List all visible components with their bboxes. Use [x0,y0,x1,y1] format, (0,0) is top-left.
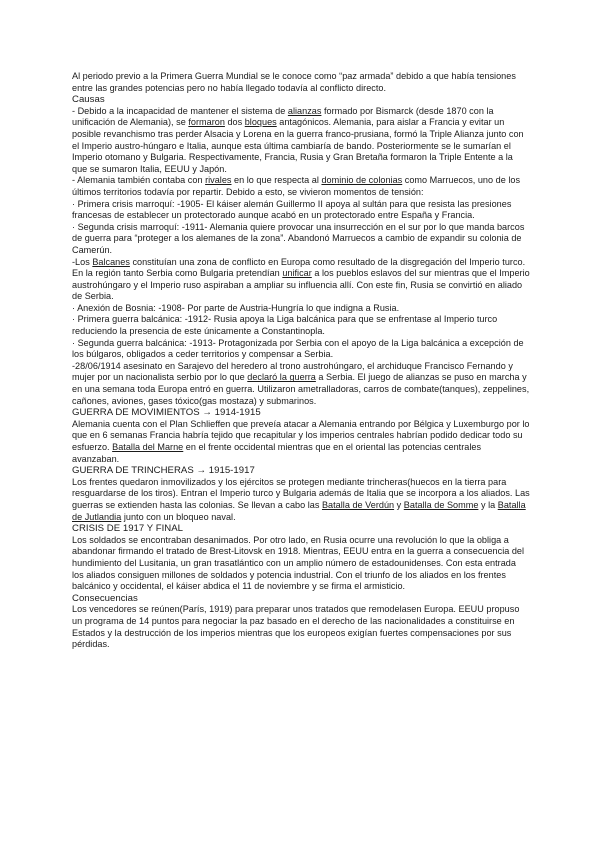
underlined-term: Balcanes [92,256,130,267]
underlined-term: bloques [244,117,277,128]
underlined-term: Batalla del Marne [112,442,184,452]
body-paragraph [72,338,530,361]
underlined-term: dominio de colonias [321,175,403,186]
body-paragraph [72,604,530,650]
section-heading [72,94,530,106]
text-run: constituían una zona de conflicto en Europa como resultado de la disgregación del Imperio turco. En la región tanto Serbia como Bulgaria pretendían [72,256,526,279]
text-run: · Primera crisis marroquí: -1905- El káiser alemán Guillermo II apoya al sultán para que resista las presiones francesas de establecer un protectorado aunque acabó en un protectorado entre España y Francia. [72,198,512,221]
text-run: -28/06/1914 asesinato en Sarajevo del heredero al trono austrohúngaro, el archiduque Francisco Fernando y mujer por un nacionalista serbio por lo que [72,360,513,383]
underlined-term: rivales [205,175,232,186]
section-heading [72,465,530,477]
body-paragraph [72,361,530,407]
text-run: dos [224,117,245,128]
text-run: GUERRA DE MOVIMIENTOS → 1914-1915 [72,407,261,419]
text-run: · Segunda guerra balcánica: -1913- Protagonizada por Serbia con el apoyo de la Liga balcánica a excepción de los búlgaros, obligados a ceder territorios y compensar a Serbia. [72,337,524,360]
text-run: -Los [72,256,93,267]
underlined-term: alianzas [287,105,322,116]
underlined-term: formaron [188,117,225,128]
body-paragraph [72,314,530,337]
section-heading [72,523,530,535]
body-paragraph [72,257,530,303]
section-heading [72,407,530,419]
text-run: como Marruecos, uno de los últimos territorios todavía por repartir. Debido a esto, se vivieron momentos de tensión: [72,175,521,197]
underlined-term: Batalla de Somme [403,499,479,510]
text-run: · Primera guerra balcánica: -1912- Rusia apoya la Liga balcánica para que se enfrentase al Imperio turco reduciendo la presencia de este únicamente a Constantinopla. [72,314,498,337]
text-run: formado por Bismarck (desde 1870 con la unificación de Alemania), se [72,105,494,128]
text-run: Los frentes quedaron inmovilizados y los ejércitos se protegen mediante trincheras(huecos en la tierra para resguardarse de los tiros). Entran el Imperio turco y Bulgaria además de Italia que se incorpora a los aliados. Las guerras se extienden hasta las colonias. Se llevan a cabo las [72,476,530,510]
body-paragraph [72,199,530,222]
text-run: a Serbia. El juego de alianzas se puso en marcha y en una semana toda Europa entró en guerra. Utilizaron ametralladoras, carros de combate(tanques), zeppelines, cañones, aviones, gases tóxico(gas mostaza) y submarinos. [72,372,530,406]
body-paragraph [72,477,530,523]
text-run: a los pueblos eslavos del sur mientras que el Imperio austrohúngaro y el Imperio ruso aspiraban a ampliar su influencia allí. Con este fin, Rusia se convirtió en aliado de Serbia. [72,268,530,302]
text-run: Alemania cuenta con el Plan Schlieffen que preveía atacar a Alemania entrando por Bélgica y Luxemburgo por lo que en 6 semanas Francia habría tejido que recapitular y los imperios centrales habrían podido dedicar todo su esfuerzo. [72,418,530,452]
text-run: · Anexión de Bosnia: -1908- Por parte de Austria-Hungría lo que indigna a Rusia. [72,302,400,313]
text-run: - Debido a la incapacidad de mantener el sistema de [72,105,288,116]
text-run: y la [478,499,498,510]
text-run: en el frente occidental mientras que en el oriental las potencias centrales avanzaban. [72,442,482,464]
text-run: y [394,499,404,510]
underlined-term: Batalla de Jutlandia [72,499,526,522]
underlined-term: Batalla de Verdún [321,499,395,510]
text-run: CRISIS DE 1917 Y FINAL [72,523,183,535]
body-paragraph [72,303,530,315]
text-run: junto con un bloqueo naval. [121,511,236,522]
body-paragraph [72,222,530,257]
body-paragraph [72,419,530,465]
section-heading [72,593,530,605]
text-run: antagónicos. Alemania, para aislar a Francia y evitar un posible revanchismo tras perder Alsacia y Lorena en la guerra franco-prusiana, formó la Triple Alianza junto con el Imperio austro-húngaro e Italia, aunque esta última cambiaría de bando. Posteriormente se le sumarían el Imperio otomano y Bulgaria. Respectivamente, Francia, Rusia y Gran Bretaña formaron la Triple Entente a la que se sumaron Italia, EEUU y Japón. [72,117,524,174]
underlined-term: declaró la guerra [247,372,316,383]
text-run: Los vencedores se reúnen(París, 1919) para preparar unos tratados que remodelasen Europa. EEUU propuso un programa de 14 puntos para negociar la paz basado en el derecho de las nacionalidades a constituirse en Estados y la destrucción de los imperios mientras que los europeos exigían fuertes compensaciones por sus pérdidas. [72,604,520,650]
body-paragraph [72,175,530,198]
body-paragraph [72,71,530,94]
text-run: GUERRA DE TRINCHERAS → 1915-1917 [72,465,255,477]
document-body [72,71,530,651]
text-run: Consecuencias [72,592,138,604]
text-run: · Segunda crisis marroquí: -1911- Alemania quiere provocar una insurrección en el sur por lo que manda barcos de guerra para “proteger a los alemanes de la zona”. Abandonó Marruecos a cambio de expandir su colonia de Camerún. [72,221,525,255]
underlined-term: unificar [282,268,312,279]
text-run: Los soldados se encontraban desanimados. Por otro lado, en Rusia ocurre una revolución lo que la obliga a abandonar firmando el tratado de Brest-Litovsk en 1918. Mientras, EEUU entra en la guerra a consecuencia del hundimiento del Lusitania, un gran trasatlántico con un amplio número de estadounidenses. Con esta entrada los aliados consiguen millones de soldados y potencia industrial. Con el triunfo de los aliados en los frentes balcánico y occidental, el káiser abdica el 11 de noviembre y se firma el armisticio. [72,534,525,592]
body-paragraph [72,535,530,593]
text-run: - Alemania también contaba con [72,175,206,186]
body-paragraph [72,106,530,176]
text-run: Causas [72,94,105,106]
text-run: Al periodo previo a la Primera Guerra Mundial se le conoce como “paz armada” debido a que había tensiones entre las grandes potencias pero no había llegado todavía al conflicto directo. [72,71,516,93]
text-run: en lo que respecta al [231,175,322,186]
